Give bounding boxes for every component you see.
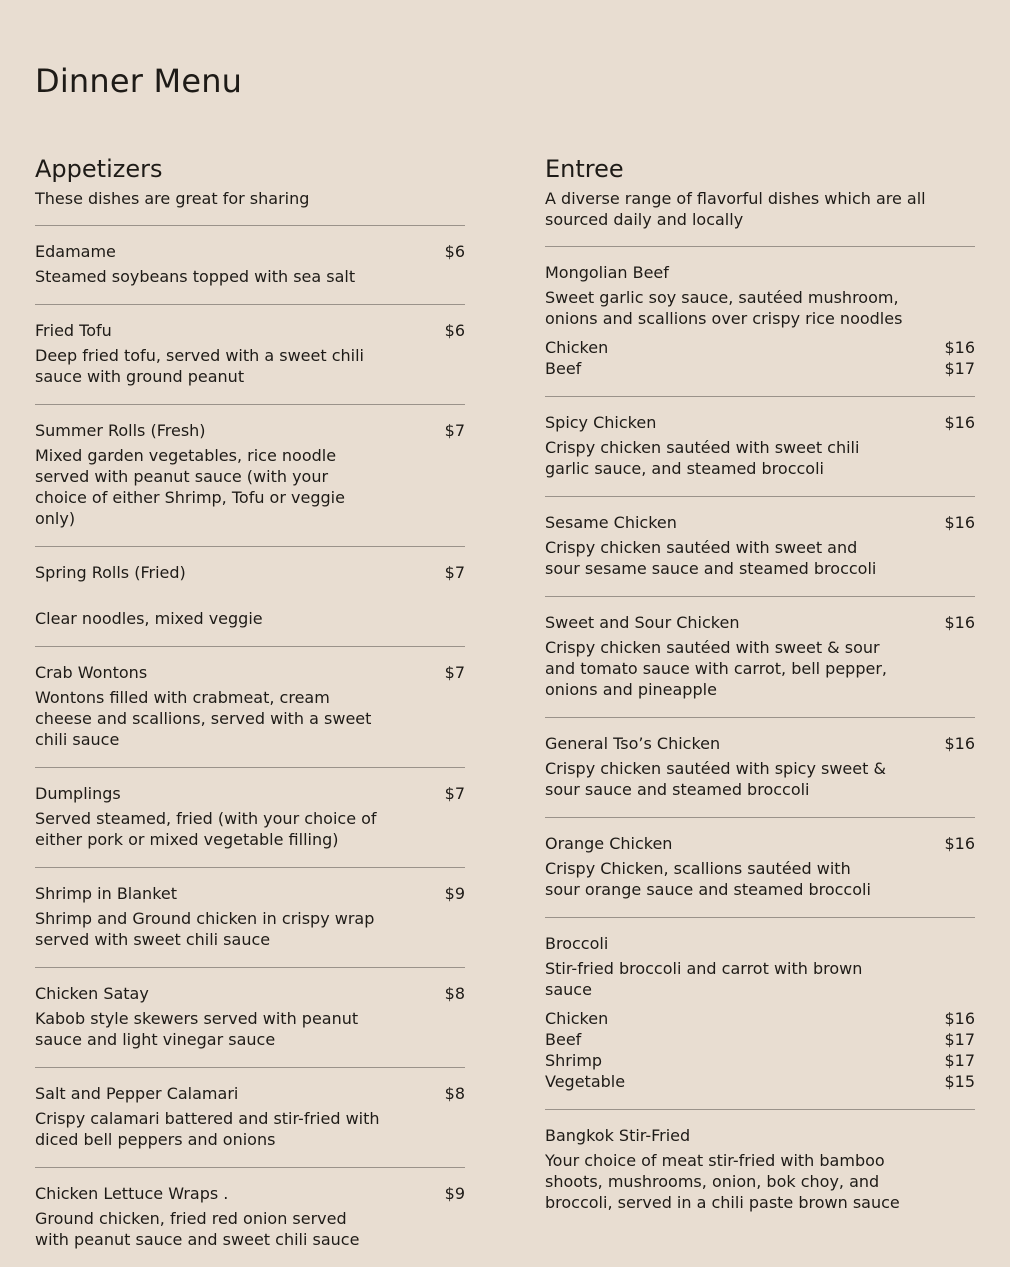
item-description: Crispy chicken sautéed with sweet chili garlic sauce, and steamed broccoli <box>545 438 860 478</box>
item-name: Orange Chicken <box>545 834 673 853</box>
item-price: $8 <box>444 1084 465 1103</box>
menu-item-broccoli <box>545 918 975 1110</box>
item-price: $6 <box>444 321 465 340</box>
item-price: $16 <box>944 613 975 632</box>
item-name: Bangkok Stir-Fried <box>545 1126 691 1145</box>
item-name: Summer Rolls (Fresh) <box>35 421 206 440</box>
option-price: $17 <box>944 359 975 378</box>
item-price: $7 <box>444 421 465 440</box>
menu-item-edamame <box>35 226 465 305</box>
option-price: $16 <box>944 1009 975 1028</box>
option-label: Beef <box>545 359 582 378</box>
option-price: $17 <box>944 1051 975 1070</box>
item-description: Crispy chicken sautéed with spicy sweet & sour sauce and steamed broccoli <box>545 759 886 799</box>
menu-item-spring-rolls <box>35 547 465 647</box>
item-price: $7 <box>444 663 465 682</box>
option-row <box>545 1050 975 1071</box>
entree-section <box>545 153 975 1230</box>
item-price: $16 <box>944 834 975 853</box>
item-price: $16 <box>944 513 975 532</box>
item-name: Mongolian Beef <box>545 263 669 282</box>
option-row <box>545 1071 975 1092</box>
item-name: Sweet and Sour Chicken <box>545 613 740 632</box>
entree-subtitle: A diverse range of flavorful dishes which are all sourced daily and locally <box>545 188 975 247</box>
option-label: Vegetable <box>545 1072 626 1091</box>
item-description: Stir-fried broccoli and carrot with brown sauce <box>545 959 863 999</box>
item-name: Fried Tofu <box>35 321 112 340</box>
item-price: $6 <box>444 242 465 261</box>
item-description: Shrimp and Ground chicken in crispy wrap served with sweet chili sauce <box>35 909 375 949</box>
appetizers-section <box>35 153 465 1267</box>
menu-item-shrimp-in-blanket <box>35 868 465 968</box>
price-options <box>545 1008 975 1092</box>
item-description: Steamed soybeans topped with sea salt <box>35 267 356 286</box>
item-description: Sweet garlic soy sauce, sautéed mushroom, onions and scallions over crispy rice noodles <box>545 288 903 328</box>
menu-item-crab-wontons <box>35 647 465 768</box>
menu-item-salt-pepper-calamari <box>35 1068 465 1168</box>
option-label: Chicken <box>545 338 609 357</box>
menu-item-general-tsos-chicken <box>545 718 975 818</box>
option-price: $17 <box>944 1030 975 1049</box>
menu-item-bangkok-stir-fried <box>545 1110 975 1230</box>
item-price: $7 <box>444 784 465 803</box>
item-price: $9 <box>444 1184 465 1203</box>
item-name: Chicken Lettuce Wraps . <box>35 1184 229 1203</box>
item-description: Crispy Chicken, scallions sautéed with sour orange sauce and steamed broccoli <box>545 859 871 899</box>
price-options <box>545 337 975 379</box>
item-description: Ground chicken, fried red onion served with peanut sauce and sweet chili sauce <box>35 1209 360 1249</box>
item-description: Crispy chicken sautéed with sweet and sour sesame sauce and steamed broccoli <box>545 538 877 578</box>
option-label: Beef <box>545 1030 582 1049</box>
item-name: Salt and Pepper Calamari <box>35 1084 239 1103</box>
item-description: Crispy calamari battered and stir-fried with diced bell peppers and onions <box>35 1109 380 1149</box>
option-row <box>545 1008 975 1029</box>
menu-item-sweet-sour-chicken <box>545 597 975 718</box>
item-description: Clear noodles, mixed veggie <box>35 609 263 628</box>
menu-item-chicken-lettuce-wraps <box>35 1168 465 1267</box>
item-description: Crispy chicken sautéed with sweet & sour and tomato sauce with carrot, bell pepper, onions and pineapple <box>545 638 887 699</box>
item-description: Wontons filled with crabmeat, cream cheese and scallions, served with a sweet chili sauce <box>35 688 372 749</box>
page-title: Dinner Menu <box>35 62 243 100</box>
option-row <box>545 358 975 379</box>
menu-item-dumplings <box>35 768 465 868</box>
item-name: Edamame <box>35 242 116 261</box>
item-description: Kabob style skewers served with peanut sauce and light vinegar sauce <box>35 1009 359 1049</box>
menu-item-orange-chicken <box>545 818 975 918</box>
option-price: $15 <box>944 1072 975 1091</box>
item-name: General Tso’s Chicken <box>545 734 721 753</box>
menu-item-summer-rolls <box>35 405 465 547</box>
item-description: Your choice of meat stir-fried with bamboo shoots, mushrooms, onion, bok choy, and broccoli, served in a chili paste brown sauce <box>545 1151 900 1212</box>
menu-item-chicken-satay <box>35 968 465 1068</box>
item-name: Spring Rolls (Fried) <box>35 563 186 582</box>
item-name: Shrimp in Blanket <box>35 884 177 903</box>
item-price: $16 <box>944 413 975 432</box>
item-name: Crab Wontons <box>35 663 148 682</box>
item-name: Sesame Chicken <box>545 513 677 532</box>
option-label: Chicken <box>545 1009 609 1028</box>
option-price: $16 <box>944 338 975 357</box>
entree-title: Entree <box>545 155 624 183</box>
item-name: Broccoli <box>545 934 609 953</box>
appetizers-title: Appetizers <box>35 155 163 183</box>
menu-item-sesame-chicken <box>545 497 975 597</box>
option-row <box>545 1029 975 1050</box>
item-description: Served steamed, fried (with your choice of either pork or mixed vegetable filling) <box>35 809 377 849</box>
item-description: Deep fried tofu, served with a sweet chili sauce with ground peanut <box>35 346 364 386</box>
item-price: $9 <box>444 884 465 903</box>
item-name: Dumplings <box>35 784 121 803</box>
menu-item-spicy-chicken <box>545 397 975 497</box>
item-price: $16 <box>944 734 975 753</box>
appetizers-subtitle: These dishes are great for sharing <box>35 188 465 226</box>
menu-item-mongolian-beef <box>545 247 975 397</box>
item-name: Chicken Satay <box>35 984 149 1003</box>
menu-item-fried-tofu <box>35 305 465 405</box>
item-name: Spicy Chicken <box>545 413 657 432</box>
option-row <box>545 337 975 358</box>
item-price: $7 <box>444 563 465 582</box>
item-description: Mixed garden vegetables, rice noodle served with peanut sauce (with your choice of either Shrimp, Tofu or veggie only) <box>35 446 345 528</box>
item-price: $8 <box>444 984 465 1003</box>
option-label: Shrimp <box>545 1051 603 1070</box>
